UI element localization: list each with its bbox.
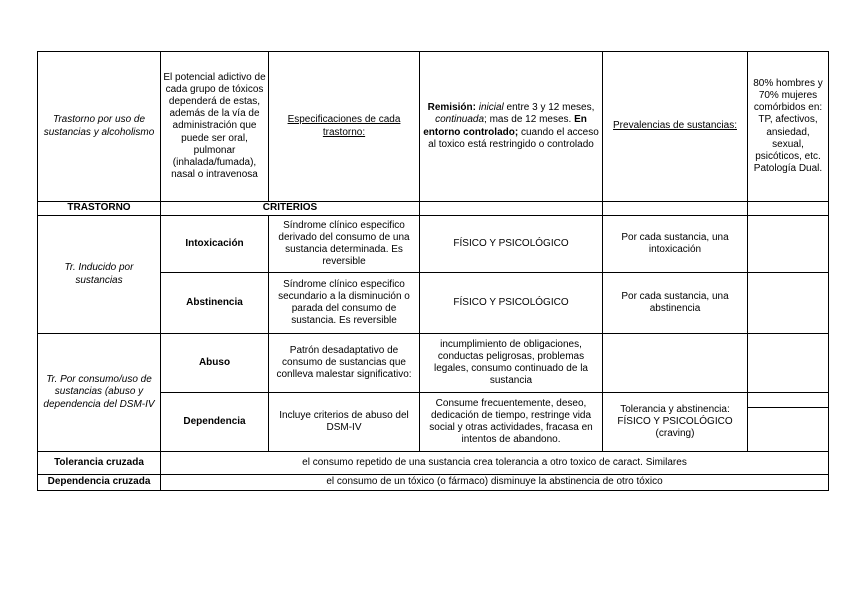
intro-row	[38, 52, 829, 202]
header-empty-2	[603, 202, 748, 216]
potential-text: El potencial adictivo de cada grupo de tóxicos dependerá de estas, además de la vía de administración que puede ser oral, pulmonar (inhalada/fumada), nasal o intravenosa	[161, 52, 269, 202]
intro-title: Trastorno por uso de sustancias y alcoholismo	[38, 52, 161, 202]
specs-label: Especificaciones de cada trastorno:	[269, 52, 420, 202]
use-label: Tr. Por consumo/uso de sustancias (abuso y dependencia del DSM-IV	[38, 334, 161, 452]
cross-tolerance-text: el consumo repetido de una sustancia crea tolerancia a otro toxico de caract. Similares	[161, 452, 829, 475]
remission-continued: continuada	[435, 114, 485, 126]
remission-continued-rest: ; mas de 12 meses.	[484, 114, 575, 126]
withdrawal-name: Abstinencia	[161, 273, 269, 334]
dependence-empty	[748, 393, 829, 452]
cross-dependence-text: el consumo de un tóxico (o fármaco) disminuye la abstinencia de otro tóxico	[161, 475, 829, 491]
abuse-prevalence-empty	[603, 334, 748, 393]
remission-controlled: En entorno controlado;	[423, 114, 587, 138]
cross-dependence-label: Dependencia cruzada	[38, 475, 161, 491]
dependence-prevalence-line-3: (craving)	[655, 428, 695, 440]
dependence-description: Incluye criterios de abuso del DSM-IV	[269, 393, 420, 452]
induced-label: Tr. Inducido por sustancias	[38, 216, 161, 334]
prevalence-label: Prevalencias de sustancias:	[603, 52, 748, 202]
dependence-prevalence-line-2: FÍSICO Y PSICOLÓGICO	[617, 415, 733, 427]
abuse-name: Abuso	[161, 334, 269, 393]
intoxication-name: Intoxicación	[161, 216, 269, 273]
prevalence-text: 80% hombres y 70% mujeres comórbidos en: TP, afectivos, ansiedad, sexual, psicóticos, etc. Patología Dual.	[748, 52, 829, 202]
table-row	[38, 334, 829, 393]
header-empty-3	[748, 202, 829, 216]
table-row	[38, 216, 829, 273]
intoxication-description: Síndrome clínico especifico derivado del consumo de una sustancia determinada. Es reversible	[269, 216, 420, 273]
abuse-empty	[748, 334, 829, 393]
header-disorder: TRASTORNO	[38, 202, 161, 216]
intoxication-type: FÍSICO Y PSICOLÓGICO	[420, 216, 603, 273]
remission-controlled-rest: cuando el acceso al toxico está restringido o controlado	[428, 126, 599, 150]
withdrawal-description: Síndrome clínico especifico secundario a la disminución o parada del consumo de sustancia. Es reversible	[269, 273, 420, 334]
withdrawal-empty	[748, 273, 829, 334]
dependence-name: Dependencia	[161, 393, 269, 452]
dependence-criteria: Consume frecuentemente, deseo, dedicación de tiempo, restringe vida social y otras actividades, fracasa en intentos de abandono.	[420, 393, 603, 452]
cross-tolerance-label: Tolerancia cruzada	[38, 452, 161, 475]
substance-disorders-table	[37, 51, 829, 491]
cross-tolerance-row	[38, 452, 829, 475]
withdrawal-type: FÍSICO Y PSICOLÓGICO	[420, 273, 603, 334]
header-row	[38, 202, 829, 216]
remission-label: Remisión:	[427, 102, 476, 114]
abuse-criteria: incumplimiento de obligaciones, conductas peligrosas, problemas legales, consumo continuado de la sustancia	[420, 334, 603, 393]
header-empty-1	[420, 202, 603, 216]
withdrawal-prevalence: Por cada sustancia, una abstinencia	[603, 273, 748, 334]
header-criteria: CRITERIOS	[161, 202, 420, 216]
abuse-description: Patrón desadaptativo de consumo de sustancias que conlleva malestar significativo:	[269, 334, 420, 393]
cross-dependence-row	[38, 475, 829, 491]
intoxication-empty	[748, 216, 829, 273]
remission-initial-rest: entre 3 y 12 meses,	[503, 102, 595, 114]
dependence-prevalence-line-1: Tolerancia y abstinencia:	[620, 403, 730, 415]
intoxication-prevalence: Por cada sustancia, una intoxicación	[603, 216, 748, 273]
remission-initial: inicial	[478, 102, 504, 114]
dependence-prevalence	[603, 393, 748, 452]
remission-text	[420, 52, 603, 202]
